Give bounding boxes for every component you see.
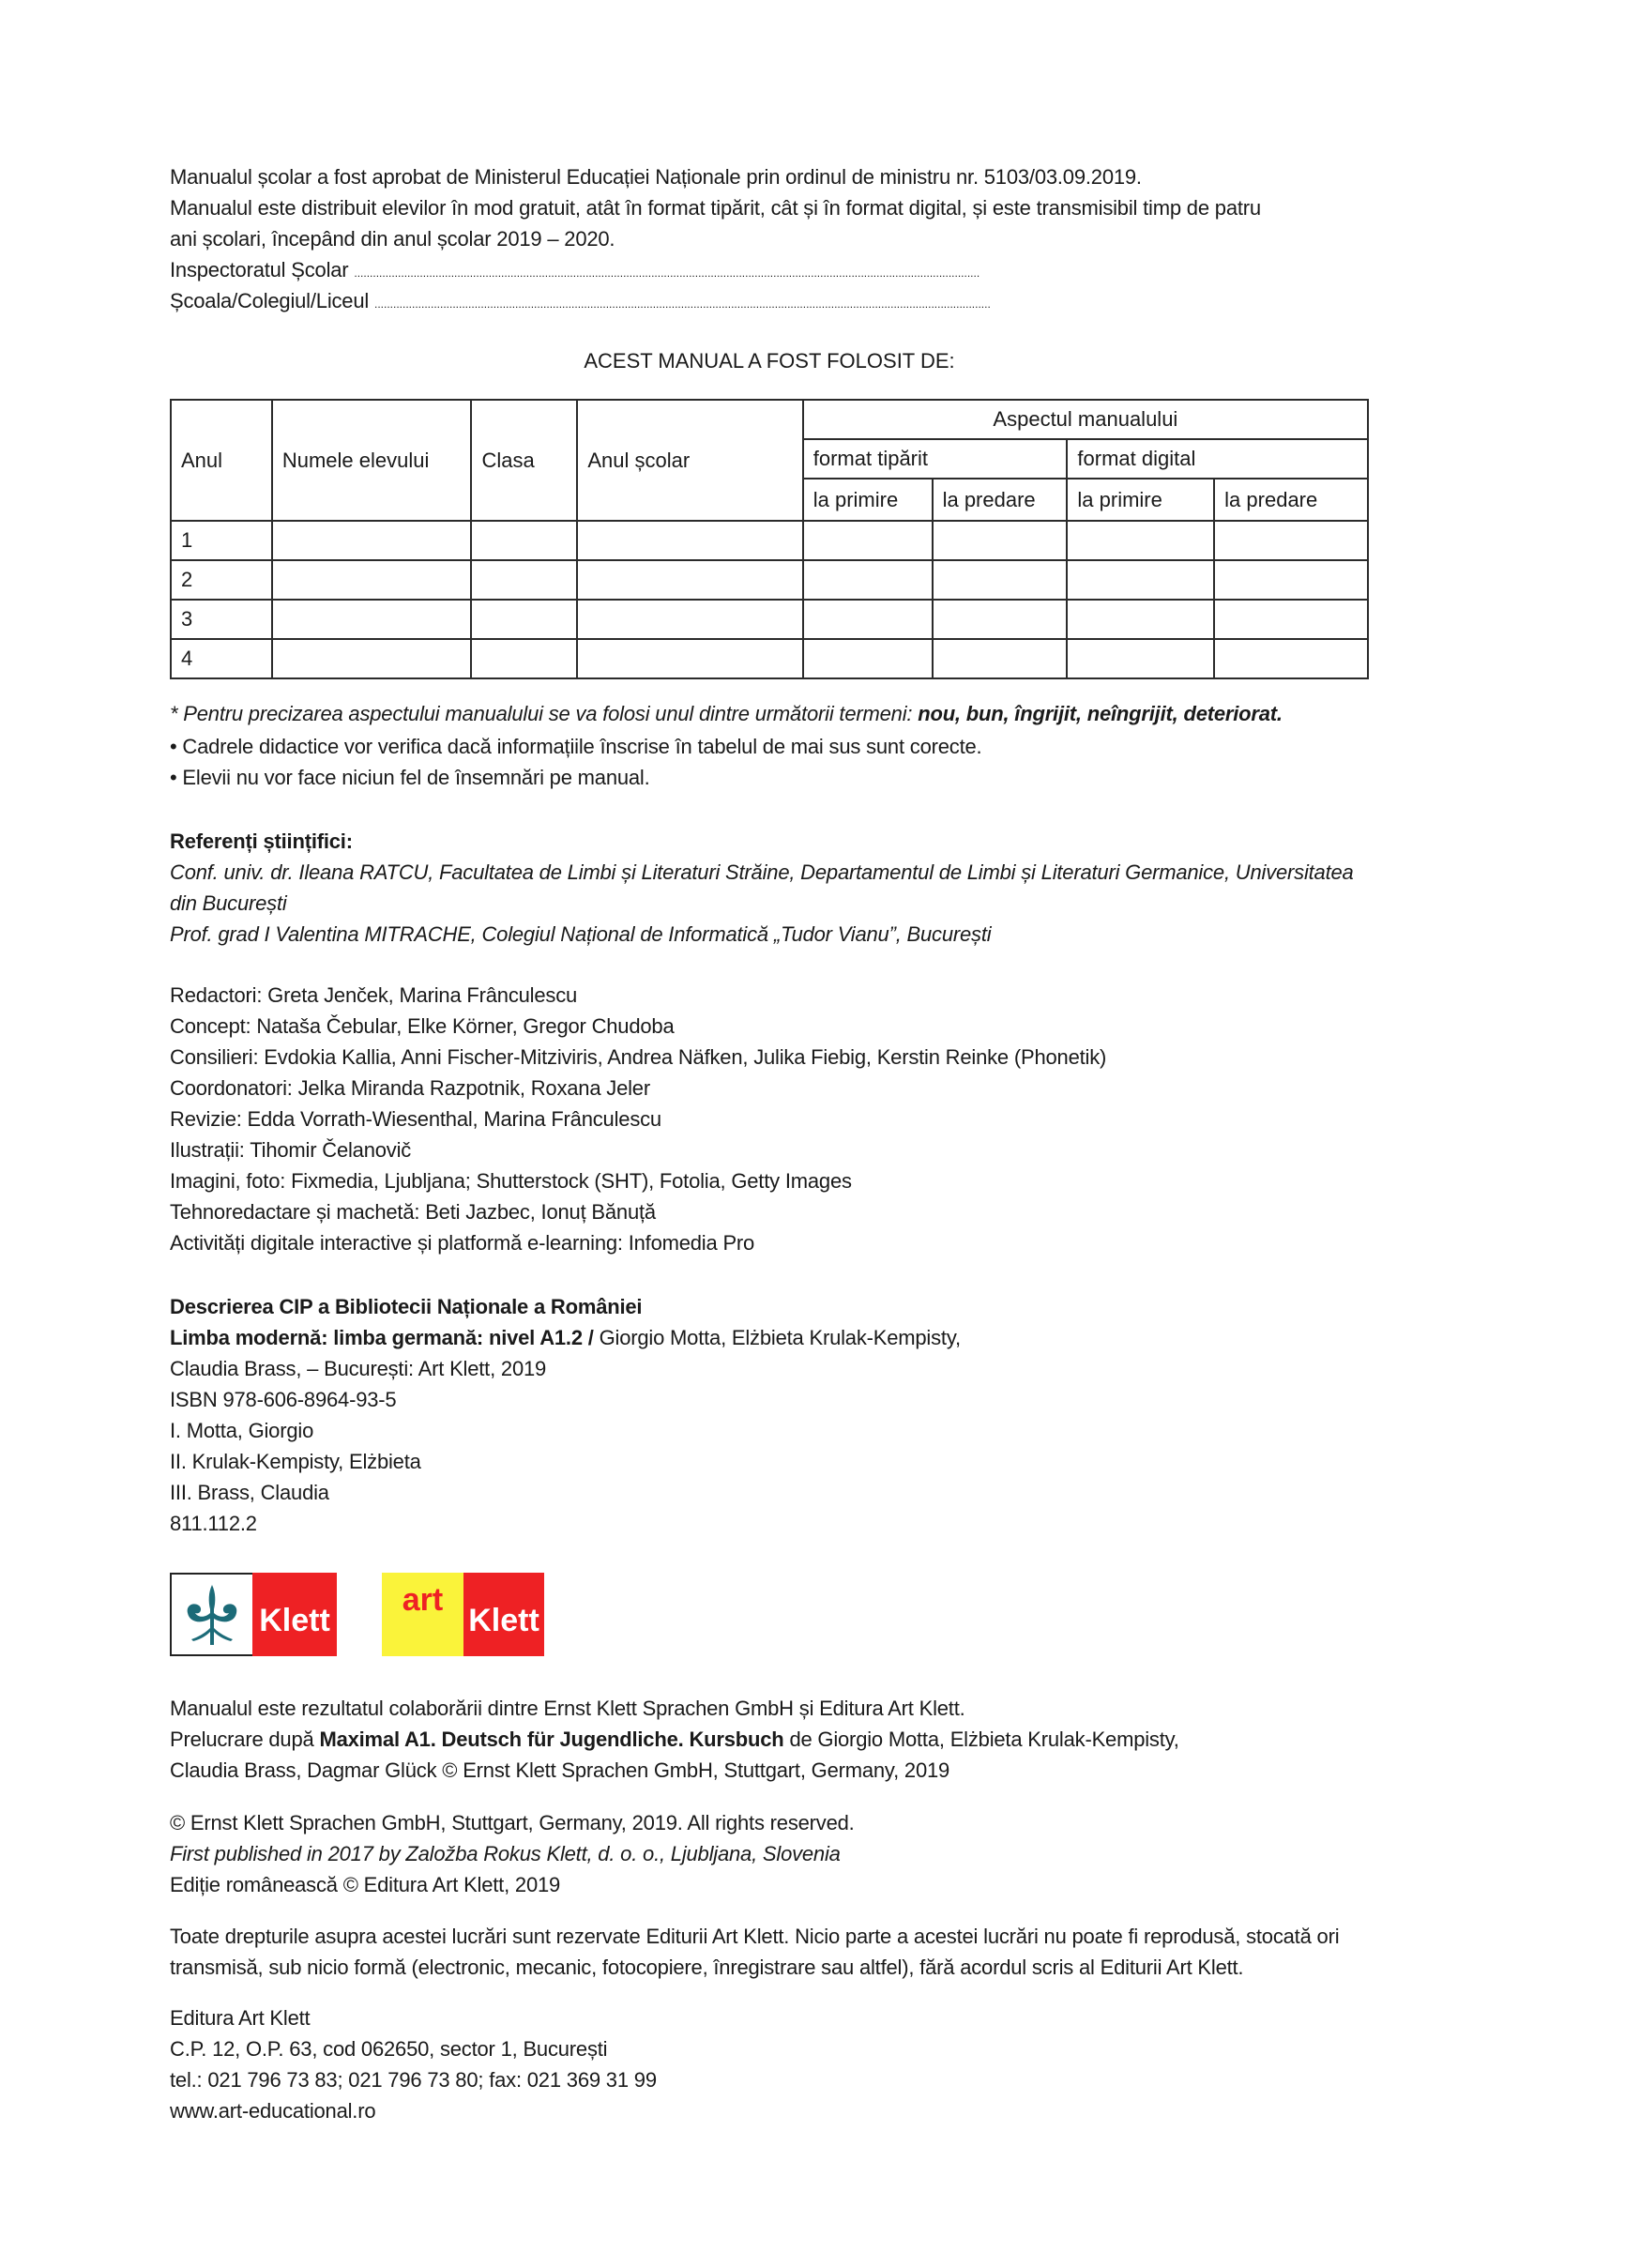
- cell-numele[interactable]: [272, 639, 472, 678]
- header-format-tiparit: format tipărit: [803, 439, 1068, 479]
- note-bullet-2: • Elevii nu vor face niciun fel de însemnări pe manual.: [170, 766, 650, 789]
- footnote-terms: nou, bun, îngrijit, neîngrijit, deteriorat.: [918, 702, 1283, 725]
- footnote-text: * Pentru precizarea aspectului manualului se va folosi unul dintre următorii termeni:: [170, 702, 919, 725]
- cell-clasa[interactable]: [471, 560, 577, 600]
- cell-tiparit-primire[interactable]: [803, 560, 933, 600]
- cell-anul-scolar[interactable]: [577, 560, 802, 600]
- cell-tiparit-predare[interactable]: [933, 560, 1068, 600]
- copyright-line-3: Ediție românească © Editura Art Klett, 2019: [170, 1873, 561, 1896]
- klett-leaf-icon: [170, 1573, 252, 1656]
- cell-tiparit-primire[interactable]: [803, 639, 933, 678]
- art-klett-wordmark: Klett: [463, 1573, 544, 1656]
- cell-anul-scolar[interactable]: [577, 521, 802, 560]
- copyright-line-1: © Ernst Klett Sprachen GmbH, Stuttgart, Germany, 2019. All rights reserved.: [170, 1811, 855, 1834]
- cell-digital-primire[interactable]: [1067, 521, 1214, 560]
- header-digital-la-predare: la predare: [1214, 479, 1368, 521]
- header-numele-elevului: Numele elevului: [272, 400, 472, 521]
- usage-table-title: ACEST MANUAL A FOST FOLOSIT DE:: [584, 349, 955, 373]
- table-row: [171, 639, 1368, 678]
- cell-numele[interactable]: [272, 560, 472, 600]
- cell-tiparit-predare[interactable]: [933, 600, 1068, 639]
- cell-digital-primire[interactable]: [1067, 560, 1214, 600]
- inspectorat-field: [170, 256, 980, 287]
- klett-logo: [170, 1573, 337, 1656]
- publisher-name: Editura Art Klett: [170, 2006, 311, 2030]
- art-wordmark: art: [382, 1573, 463, 1656]
- cip-entry-3: III. Brass, Claudia: [170, 1481, 329, 1504]
- scoala-field: [170, 287, 991, 318]
- cip-isbn: ISBN 978-606-8964-93-5: [170, 1388, 397, 1411]
- referent-1-line-2: din București: [170, 891, 287, 915]
- header-tiparit-la-predare: la predare: [933, 479, 1068, 521]
- credit-consilieri: Consilieri: Evdokia Kallia, Anni Fischer-Mitziviris, Andrea Näfken, Julika Fiebig, Kerstin Reinke (Phonetik): [170, 1045, 1107, 1069]
- distribution-text-1: Manualul este distribuit elevilor în mod gratuit, atât în format tipărit, cât și în format digital, și este transmisibil timp de patru: [170, 196, 1261, 220]
- row-year: 3: [171, 600, 272, 639]
- referent-1-line-1: Conf. univ. dr. Ileana RATCU, Facultatea de Limbi și Literaturi Străine, Departamentul de Limbi și Literaturi Germanice, Universitatea: [170, 860, 1354, 884]
- cip-heading: Descrierea CIP a Bibliotecii Naționale a României: [170, 1295, 643, 1318]
- cell-digital-predare[interactable]: [1214, 521, 1368, 560]
- cell-digital-predare[interactable]: [1214, 560, 1368, 600]
- credit-ilustratii: Ilustrații: Tihomir Čelanovič: [170, 1138, 412, 1162]
- original-book-title: Maximal A1. Deutsch für Jugendliche. Kursbuch: [319, 1728, 784, 1751]
- credit-imagini: Imagini, foto: Fixmedia, Ljubljana; Shutterstock (SHT), Fotolia, Getty Images: [170, 1169, 852, 1193]
- cell-digital-primire[interactable]: [1067, 639, 1214, 678]
- cip-classification: 811.112.2: [170, 1512, 257, 1535]
- cell-anul-scolar[interactable]: [577, 639, 802, 678]
- rights-line-1: Toate drepturile asupra acestei lucrări sunt rezervate Editurii Art Klett. Nicio parte a acestei lucrări nu poate fi reprodusă, stocată ori: [170, 1925, 1340, 1948]
- cell-digital-predare[interactable]: [1214, 600, 1368, 639]
- cell-numele[interactable]: [272, 521, 472, 560]
- collaboration-line-2: [170, 1726, 1179, 1754]
- cell-tiparit-predare[interactable]: [933, 521, 1068, 560]
- header-digital-la-primire: la primire: [1067, 479, 1214, 521]
- inspectorat-fill-line: ........................................................................................................................................................................................................: [354, 266, 980, 280]
- copyright-line-2: First published in 2017 by Založba Rokus Klett, d. o. o., Ljubljana, Slovenia: [170, 1842, 841, 1865]
- header-aspectul-manualului: Aspectul manualului: [803, 400, 1368, 439]
- approval-text: Manualul școlar a fost aprobat de Ministerul Educației Naționale prin ordinul de ministru nr. 5103/03.09.2019.: [170, 165, 1142, 189]
- credit-activitati-digitale: Activități digitale interactive și platformă e-learning: Infomedia Pro: [170, 1231, 755, 1255]
- cell-clasa[interactable]: [471, 600, 577, 639]
- publisher-phone: tel.: 021 796 73 83; 021 796 73 80; fax: 021 369 31 99: [170, 2068, 657, 2092]
- row-year: 2: [171, 560, 272, 600]
- klett-wordmark: Klett: [252, 1573, 337, 1656]
- scoala-fill-line: .....................................................................................................................................................................................................: [374, 297, 991, 311]
- note-bullet-1: • Cadrele didactice vor verifica dacă informațiile înscrise în tabelul de mai sus sunt corecte.: [170, 735, 982, 758]
- credit-concept: Concept: Nataša Čebular, Elke Körner, Gregor Chudoba: [170, 1014, 675, 1038]
- cip-title: [170, 1324, 961, 1352]
- table-row: [171, 560, 1368, 600]
- rights-line-2: transmisă, sub nicio formă (electronic, mecanic, fotocopiere, înregistrare sau altfel), fără acordul scris al Editurii Art Klett.: [170, 1956, 1244, 1979]
- inspectorat-label: Inspectoratul Școlar: [170, 258, 349, 282]
- table-row: [171, 521, 1368, 560]
- credit-coordonatori: Coordonatori: Jelka Miranda Razpotnik, Roxana Jeler: [170, 1076, 650, 1100]
- row-year: 4: [171, 639, 272, 678]
- footnote: [170, 700, 1283, 728]
- cip-authors: Giorgio Motta, Elżbieta Krulak-Kempisty,: [599, 1326, 961, 1349]
- collaboration-line-1: Manualul este rezultatul colaborării dintre Ernst Klett Sprachen GmbH și Editura Art Klett.: [170, 1697, 965, 1720]
- cell-digital-predare[interactable]: [1214, 639, 1368, 678]
- cell-digital-primire[interactable]: [1067, 600, 1214, 639]
- credit-tehnoredactare: Tehnoredactare și machetă: Beti Jazbec, Ionuț Bănuță: [170, 1200, 656, 1224]
- publisher-website[interactable]: www.art-educational.ro: [170, 2099, 376, 2123]
- cip-book-title: Limba modernă: limba germană: nivel A1.2 /: [170, 1326, 600, 1349]
- credit-revizie: Revizie: Edda Vorrath-Wiesenthal, Marina Frânculescu: [170, 1107, 661, 1131]
- art-klett-logo: [382, 1573, 544, 1656]
- credit-redactori: Redactori: Greta Jenček, Marina Frânculescu: [170, 983, 578, 1007]
- referent-2: Prof. grad I Valentina MITRACHE, Colegiul Național de Informatică „Tudor Vianu”, București: [170, 922, 992, 946]
- cip-authors-2: Claudia Brass, – București: Art Klett, 2019: [170, 1357, 547, 1380]
- publisher-address: C.P. 12, O.P. 63, cod 062650, sector 1, București: [170, 2037, 608, 2061]
- scoala-label: Școala/Colegiul/Liceul: [170, 289, 370, 312]
- table-row: [171, 600, 1368, 639]
- collaboration-line-3: Claudia Brass, Dagmar Glück © Ernst Klett Sprachen GmbH, Stuttgart, Germany, 2019: [170, 1758, 950, 1782]
- cell-clasa[interactable]: [471, 639, 577, 678]
- header-anul-scolar: Anul școlar: [577, 400, 802, 521]
- cell-anul-scolar[interactable]: [577, 600, 802, 639]
- header-format-digital: format digital: [1067, 439, 1368, 479]
- header-clasa: Clasa: [471, 400, 577, 521]
- row-year: 1: [171, 521, 272, 560]
- cell-tiparit-primire[interactable]: [803, 521, 933, 560]
- adaptation-prefix: Prelucrare după: [170, 1728, 320, 1751]
- referents-heading: Referenți științifici:: [170, 830, 353, 853]
- header-tiparit-la-primire: la primire: [803, 479, 933, 521]
- cip-entry-2: II. Krulak-Kempisty, Elżbieta: [170, 1450, 421, 1473]
- original-authors: de Giorgio Motta, Elżbieta Krulak-Kempisty,: [783, 1728, 1179, 1751]
- cell-tiparit-primire[interactable]: [803, 600, 933, 639]
- cell-tiparit-predare[interactable]: [933, 639, 1068, 678]
- cip-entry-1: I. Motta, Giorgio: [170, 1419, 314, 1442]
- distribution-text-2: ani școlari, începând din anul școlar 2019 – 2020.: [170, 227, 615, 251]
- header-anul: Anul: [171, 400, 272, 521]
- cell-numele[interactable]: [272, 600, 472, 639]
- cell-clasa[interactable]: [471, 521, 577, 560]
- usage-table: [170, 399, 1369, 679]
